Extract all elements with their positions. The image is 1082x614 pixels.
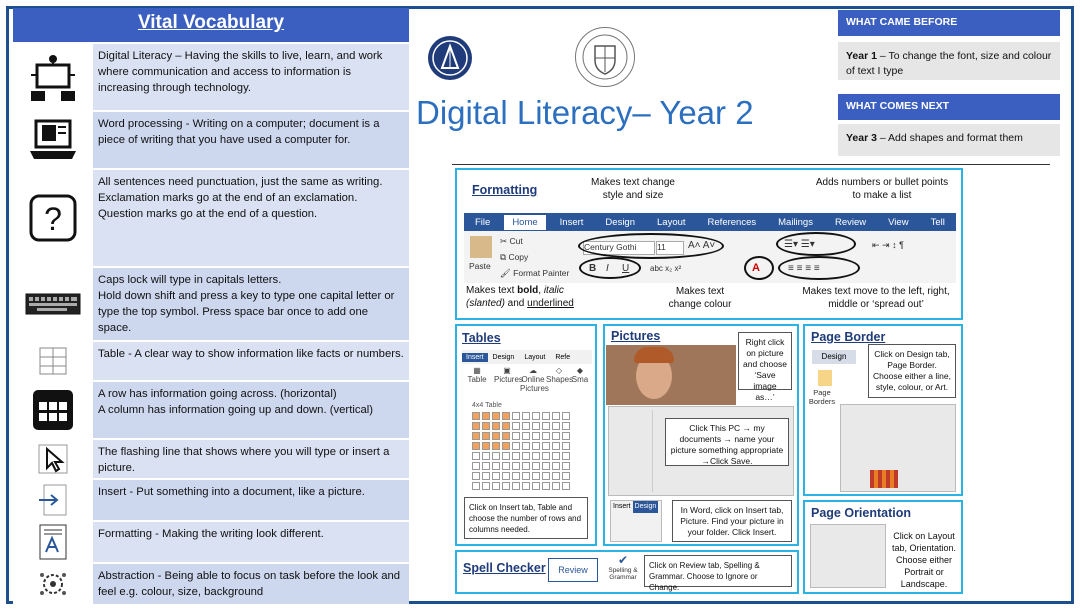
table-grid-cell[interactable] xyxy=(492,462,500,470)
vocab-row xyxy=(13,44,409,110)
note-bold-italic xyxy=(466,284,590,310)
note-colour: Makes text change colour xyxy=(668,286,732,310)
table-grid-cell[interactable] xyxy=(562,432,570,440)
note-bold-part-a: Makes text xyxy=(466,285,518,296)
vocab-text: All sentences need punctuation, just the same as writing. Exclamation marks go at the end of an exclamation. Question marks go at the end of a question. xyxy=(93,170,409,266)
design-tab[interactable]: Design xyxy=(812,350,856,364)
biu-highlight-oval xyxy=(579,257,641,279)
vocab-text: Abstraction - Being able to focus on task before the look and feel e.g. colour, size, background xyxy=(93,564,409,604)
table-grid-cell[interactable] xyxy=(472,462,480,470)
school-crest-logo xyxy=(575,27,635,87)
table-grid-cell[interactable] xyxy=(512,442,520,450)
tables-note: Click on Insert tab, Table and choose the number of rows and columns needed. xyxy=(464,497,588,539)
table-grid-cell[interactable] xyxy=(532,462,540,470)
page-borders-label[interactable]: Page Borders xyxy=(808,388,836,406)
table-icon xyxy=(13,342,93,380)
table-grid-cell[interactable] xyxy=(532,442,540,450)
mini-tab-layout[interactable]: Layout xyxy=(524,353,546,361)
online-pictures-button[interactable]: ☁ Online Pictures xyxy=(520,366,549,393)
explorer-sidebar xyxy=(612,410,653,492)
indent-sort-icons[interactable]: ⇤ ⇥ ↕ ¶ xyxy=(872,240,904,250)
note-bold-part-f: underlined xyxy=(527,298,574,309)
vocab-row xyxy=(13,564,409,604)
vocab-text: Word processing - Writing on a computer; document is a piece of writing that you have used a computer for. xyxy=(93,112,409,168)
vocab-text: Formatting - Making the writing look different. xyxy=(93,522,409,562)
ribbon-tab-home[interactable]: Home xyxy=(504,215,545,230)
spell-check-icon: ✔ xyxy=(617,553,629,567)
cursor-icon xyxy=(13,440,93,478)
colour-highlight-oval xyxy=(744,256,774,280)
vocab-row xyxy=(13,440,409,478)
font-name-select[interactable]: Century Gothi xyxy=(583,241,655,255)
next-desc: – Add shapes and format them xyxy=(876,132,1023,144)
table-grid-cell[interactable] xyxy=(562,442,570,450)
page-border-note: Click on Design tab, Page Border. Choose either a line, style, colour, or Art. xyxy=(868,344,956,398)
format-painter-button[interactable]: 🖌 Format Painter xyxy=(500,268,570,278)
shapes-label: Shapes xyxy=(546,375,574,384)
vocab-panel xyxy=(13,8,409,598)
underline-button[interactable]: U xyxy=(622,263,630,274)
table-grid-cell[interactable] xyxy=(542,432,550,440)
table-grid-cell[interactable] xyxy=(512,432,520,440)
note-bold-part-d: italic (slanted) xyxy=(466,285,564,309)
what-came-before-heading: WHAT CAME BEFORE xyxy=(838,10,1060,36)
ribbon-tab-view[interactable]: View xyxy=(888,216,909,228)
table-grid-cell[interactable] xyxy=(512,452,520,460)
table-grid-cell[interactable] xyxy=(522,462,530,470)
table-grid-cell[interactable] xyxy=(482,432,490,440)
note-bold-part-b: bold xyxy=(517,285,539,296)
table-grid-cell[interactable] xyxy=(512,482,520,490)
table-grid-cell[interactable] xyxy=(562,462,570,470)
grow-shrink-font-icon[interactable]: A˄ A˅ xyxy=(688,240,716,251)
table-grid-cell[interactable] xyxy=(472,482,480,490)
spelling-grammar-label: Spelling & Grammar xyxy=(608,567,638,581)
table-grid-cell[interactable] xyxy=(482,412,490,420)
vocab-row xyxy=(13,382,409,438)
table-grid-cell[interactable] xyxy=(562,472,570,480)
vocab-row xyxy=(13,342,409,380)
page-title: Digital Literacy– Year 2 xyxy=(416,94,754,131)
review-tab[interactable]: Review xyxy=(548,558,598,582)
paste-label[interactable]: Paste xyxy=(469,261,491,271)
table-grid-cell[interactable] xyxy=(502,412,510,420)
table-grid-cell[interactable] xyxy=(542,412,550,420)
table-grid-cell[interactable] xyxy=(522,482,530,490)
tables-mini-ribbon xyxy=(462,350,592,364)
word-ribbon-tabs xyxy=(464,213,956,231)
spelling-grammar-button[interactable] xyxy=(608,553,638,581)
vocab-row xyxy=(13,170,409,266)
ribbon-tab-mailings[interactable]: Mailings xyxy=(778,216,813,228)
vocab-text: Insert - Put something into a document, like a picture. xyxy=(93,480,409,520)
table-grid-cell[interactable] xyxy=(482,422,490,430)
mini-insert-tab[interactable]: Insert xyxy=(613,503,631,510)
cut-label: Cut xyxy=(509,236,523,246)
table-grid-cell[interactable] xyxy=(532,412,540,420)
table-grid-cell[interactable] xyxy=(532,482,540,490)
table-grid-cell[interactable] xyxy=(522,472,530,480)
table-grid-cell[interactable] xyxy=(502,482,510,490)
italic-button[interactable]: I xyxy=(606,263,609,274)
insert-icon xyxy=(13,480,93,520)
spell-checker-note: Click on Review tab, Spelling & Grammar. Choose to Ignore or Change. xyxy=(644,555,792,587)
format-painter-label: Format Painter xyxy=(513,268,570,278)
table-grid-cell[interactable] xyxy=(472,442,480,450)
vocab-text: Caps lock will type in capitals letters. Hold down shift and press a key to type one capital letter or type the top symbol. Press space bar once to add one space. xyxy=(93,268,409,340)
vocab-text: Table - A clear way to show information like facts or numbers. xyxy=(93,342,409,380)
table-grid-cell[interactable] xyxy=(492,422,500,430)
cut-button[interactable]: ✂ Cut xyxy=(500,236,523,246)
copy-button[interactable]: ⧉ Copy xyxy=(500,252,529,262)
table-grid-cell[interactable] xyxy=(532,472,540,480)
copy-label: Copy xyxy=(508,252,529,262)
vocab-text: A row has information going across. (horizontal) A column has information going up and down. (vertical) xyxy=(93,382,409,438)
bullets-numbering-icon[interactable]: ☰▾ ☰▾ xyxy=(784,239,815,250)
table-grid-cell[interactable] xyxy=(552,412,560,420)
table-grid-cell[interactable] xyxy=(502,472,510,480)
table-grid-cell[interactable] xyxy=(512,462,520,470)
table-grid-cell[interactable] xyxy=(542,442,550,450)
vocab-row xyxy=(13,112,409,168)
table-grid-cell[interactable] xyxy=(492,432,500,440)
table-grid-cell[interactable] xyxy=(532,432,540,440)
table-grid-cell[interactable] xyxy=(482,452,490,460)
school-logo xyxy=(428,36,472,80)
table-grid-cell[interactable] xyxy=(482,472,490,480)
what-came-before-text xyxy=(838,42,1060,80)
pictures-note-right-click: Right click on picture and choose ‘Save image as…’ xyxy=(738,332,792,390)
insert-table-button[interactable]: ▦ Table xyxy=(467,366,487,384)
page-borders-icon[interactable] xyxy=(818,370,832,386)
table-grid-cell[interactable] xyxy=(472,452,480,460)
table-grid-cell[interactable] xyxy=(472,432,480,440)
online-pictures-label: Online Pictures xyxy=(520,375,549,393)
divider xyxy=(452,164,1050,165)
pictures-title: Pictures xyxy=(611,329,661,343)
before-desc: – To change the font, size and colour of text I type xyxy=(846,50,1052,77)
table-grid-cell[interactable] xyxy=(542,422,550,430)
align-highlight-oval xyxy=(778,256,860,280)
table-grid-cell[interactable] xyxy=(502,442,510,450)
smartart-button[interactable]: ◆ Sma xyxy=(571,366,589,384)
table-grid-cell[interactable] xyxy=(522,442,530,450)
mini-word-ribbon xyxy=(610,500,662,542)
table-grid-cell[interactable] xyxy=(482,462,490,470)
page-orientation-note: Click on Layout tab, Orientation. Choose either Portrait or Landscape. xyxy=(891,531,957,589)
table-grid-cell[interactable] xyxy=(532,452,540,460)
table-grid-cell[interactable] xyxy=(492,452,500,460)
ribbon-tab-insert[interactable]: Insert xyxy=(559,216,584,228)
note-alignment: Makes text move to the left, right, middle or ‘spread out’ xyxy=(802,286,950,310)
vocab-row xyxy=(13,268,409,340)
paste-icon[interactable] xyxy=(470,236,492,258)
vocab-row xyxy=(13,480,409,520)
photo-of-man xyxy=(606,345,736,405)
digital-network-icon xyxy=(13,44,93,110)
table-grid-cell[interactable] xyxy=(552,452,560,460)
vocab-title: Vital Vocabulary xyxy=(13,8,409,42)
grid-icon xyxy=(13,382,93,438)
pictures-note-save: Click This PC → my documents → name your picture something appropriate →Click Save. xyxy=(665,418,789,466)
table-grid-cell[interactable] xyxy=(512,412,520,420)
borders-dialog xyxy=(840,404,956,492)
font-highlight-oval xyxy=(578,233,724,259)
note-bold-part-e: and xyxy=(504,298,528,309)
table-grid-cell[interactable] xyxy=(502,452,510,460)
page-orientation-title: Page Orientation xyxy=(811,506,912,520)
strike-sub-sup-icon[interactable]: abc x₂ x² xyxy=(650,264,682,273)
svg-text:?: ? xyxy=(44,201,62,237)
art-border-sample xyxy=(870,470,898,488)
list-highlight-oval xyxy=(776,232,856,256)
table-grid-cell[interactable] xyxy=(492,472,500,480)
table-grid-cell[interactable] xyxy=(502,422,510,430)
orientation-dropdown[interactable] xyxy=(810,524,886,588)
formatting-icon xyxy=(13,522,93,562)
table-grid-cell[interactable] xyxy=(552,472,560,480)
tables-title: Tables xyxy=(462,331,501,345)
table-grid-cell[interactable] xyxy=(562,422,570,430)
table-grid-cell[interactable] xyxy=(542,482,550,490)
vocab-text: Digital Literacy – Having the skills to live, learn, and work where communication and access to information is increasing through technology. xyxy=(93,44,409,110)
note-bullets: Adds numbers or bullet points to make a list xyxy=(815,177,949,201)
bold-button[interactable]: B xyxy=(589,263,597,274)
table-grid-cell[interactable] xyxy=(552,432,560,440)
table-grid-cell[interactable] xyxy=(552,462,560,470)
table-grid-cell[interactable] xyxy=(562,482,570,490)
page-border-title: Page Border xyxy=(811,330,886,344)
table-grid-cell[interactable] xyxy=(522,452,530,460)
mini-design-tab[interactable]: Design xyxy=(633,501,659,513)
table-grid-cell[interactable] xyxy=(472,422,480,430)
mini-tab-refe[interactable]: Refe xyxy=(555,353,571,361)
font-colour-button[interactable]: A xyxy=(752,262,760,274)
note-style-size: Makes text change style and size xyxy=(591,177,675,201)
table-grid-cell[interactable] xyxy=(472,412,480,420)
table-grid-cell[interactable] xyxy=(552,422,560,430)
font-size-select[interactable]: 11 xyxy=(656,241,684,255)
shapes-button[interactable]: ◇ Shapes xyxy=(546,366,574,384)
ribbon-tab-review[interactable]: Review xyxy=(834,216,867,228)
what-comes-next-text xyxy=(838,124,1060,156)
alignment-buttons[interactable]: ≡ ≡ ≡ ≡ xyxy=(788,263,820,274)
table-grid-cell[interactable] xyxy=(522,432,530,440)
laptop-document-icon xyxy=(13,112,93,168)
insert-pictures-label: Pictures xyxy=(494,375,523,384)
hair-shape xyxy=(634,347,674,363)
table-grid-cell[interactable] xyxy=(482,442,490,450)
table-grid-cell[interactable] xyxy=(562,412,570,420)
table-grid-cell[interactable] xyxy=(492,412,500,420)
table-grid-cell[interactable] xyxy=(472,472,480,480)
insert-table-label: Table xyxy=(467,375,487,384)
table-grid-cell[interactable] xyxy=(542,472,550,480)
table-grid-picker[interactable] xyxy=(472,412,576,492)
insert-pictures-button[interactable]: ▣ Pictures xyxy=(494,366,523,384)
smartart-label: Sma xyxy=(571,375,589,384)
table-grid-cell[interactable] xyxy=(512,422,520,430)
table-grid-cell[interactable] xyxy=(492,442,500,450)
ribbon-tab-file[interactable]: File xyxy=(475,216,491,228)
table-grid-cell[interactable] xyxy=(542,452,550,460)
what-comes-next-heading: WHAT COMES NEXT xyxy=(838,94,1060,120)
table-grid-cell[interactable] xyxy=(482,482,490,490)
table-grid-cell[interactable] xyxy=(492,482,500,490)
table-grid-cell[interactable] xyxy=(512,472,520,480)
table-grid-cell[interactable] xyxy=(532,422,540,430)
table-grid-cell[interactable] xyxy=(502,432,510,440)
table-grid-cell[interactable] xyxy=(522,412,530,420)
table-grid-cell[interactable] xyxy=(552,442,560,450)
ribbon-tab-layout[interactable]: Layout xyxy=(657,216,686,228)
table-grid-cell[interactable] xyxy=(562,452,570,460)
mini-tab-insert[interactable]: Insert xyxy=(462,353,488,362)
ribbon-tab-tell[interactable]: Tell xyxy=(930,216,945,228)
ribbon-tab-design[interactable]: Design xyxy=(605,216,635,228)
before-year: Year 1 xyxy=(846,50,877,62)
table-grid-cell[interactable] xyxy=(502,462,510,470)
mini-tab-design[interactable]: Design xyxy=(492,353,515,361)
table-grid-label: 4x4 Table xyxy=(472,402,502,409)
table-grid-cell[interactable] xyxy=(552,482,560,490)
table-grid-cell[interactable] xyxy=(542,462,550,470)
note-bold-part-c: , xyxy=(538,285,544,296)
spell-checker-title: Spell Checker xyxy=(463,561,546,575)
vocab-text: The flashing line that shows where you will type or insert a picture. xyxy=(93,440,409,478)
next-year: Year 3 xyxy=(846,132,877,144)
ribbon-tab-references[interactable]: References xyxy=(707,216,757,228)
vocab-row xyxy=(13,522,409,562)
question-mark-icon xyxy=(13,170,93,266)
keyboard-icon xyxy=(13,268,93,340)
abstraction-icon xyxy=(13,564,93,604)
formatting-title: Formatting xyxy=(472,183,538,197)
pictures-note-word: In Word, click on Insert tab, Picture. Find your picture in your folder. Click Insert. xyxy=(672,500,792,542)
table-grid-cell[interactable] xyxy=(522,422,530,430)
